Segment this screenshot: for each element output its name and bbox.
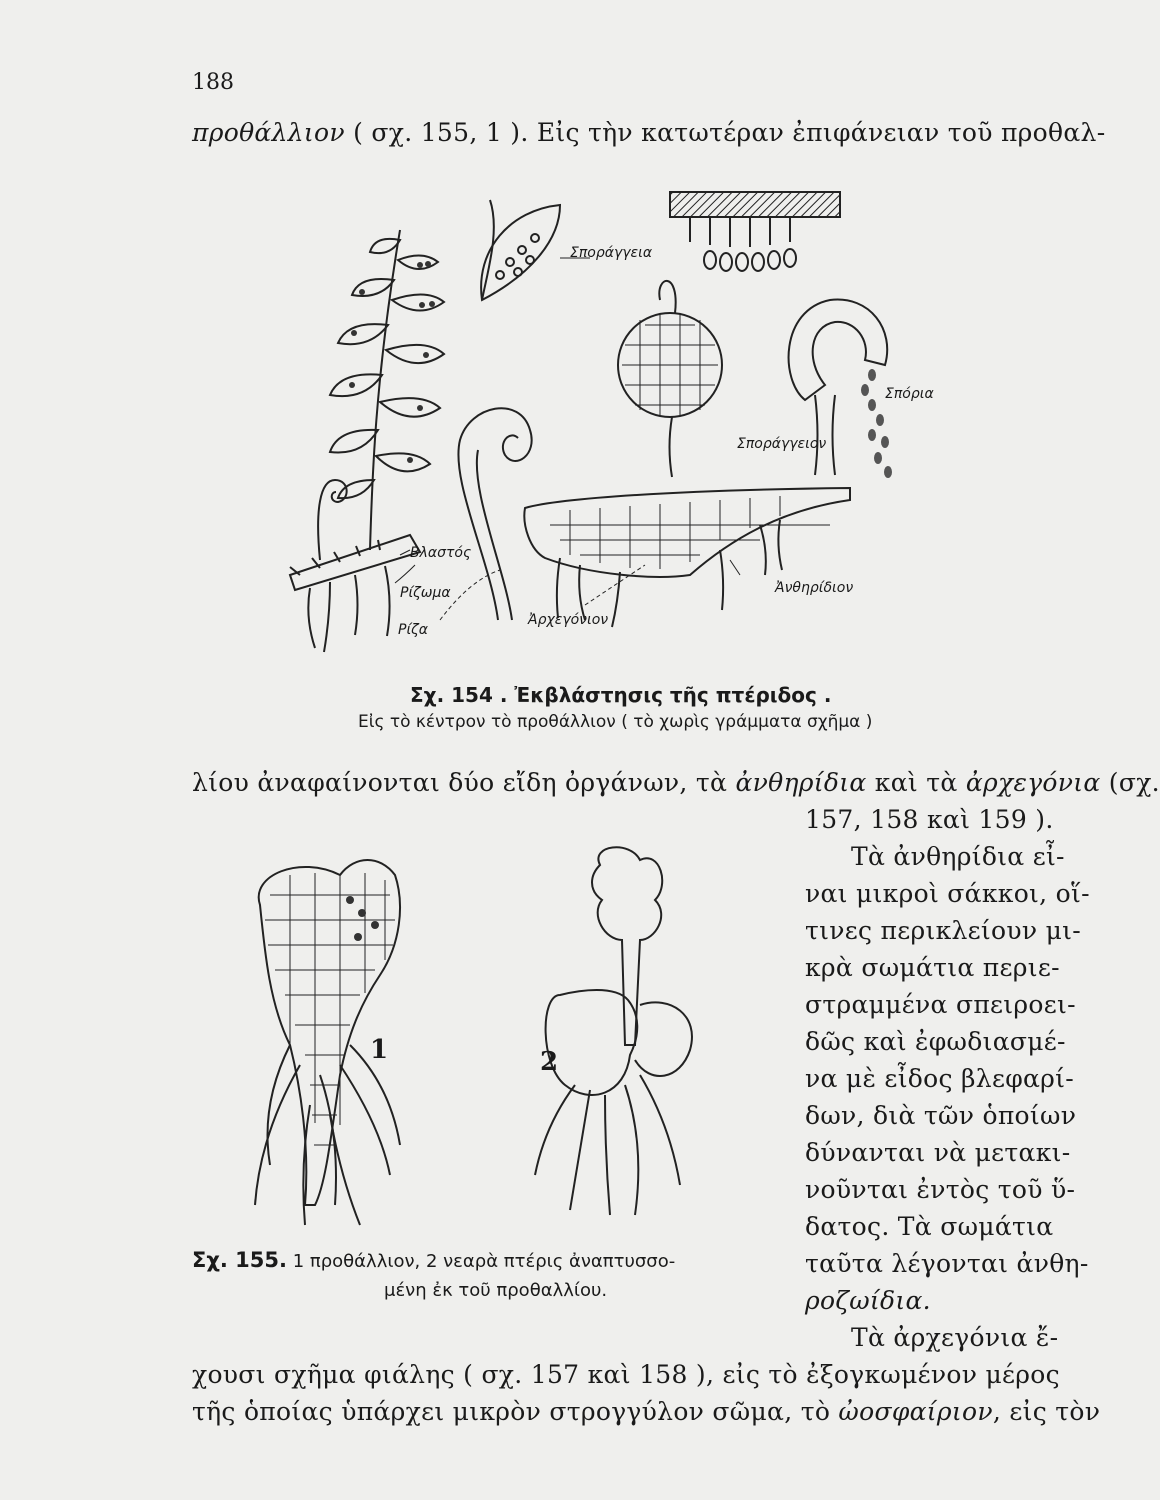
text-run: ( σχ. 155, 1 ). Εἰς τὴν κατωτέραν ἐπιφάνειαν τοῦ προθαλ- <box>344 118 1106 147</box>
prothallium <box>524 488 850 577</box>
italic-term-antheridia: ἀνθηρίδια <box>735 768 867 797</box>
text-run: , εἰς τὸν <box>992 1397 1101 1426</box>
sporangium-open <box>789 300 888 400</box>
figure-154-caption-title: Σχ. 154 . Ἐκβλάστησις τῆς πτέριδος . <box>410 683 832 707</box>
indusium-bar <box>670 192 840 217</box>
label-sporangeion: Σποράγγειον <box>737 436 827 452</box>
prothallium-cells <box>550 496 830 569</box>
body-text-line-top <box>192 118 1105 147</box>
label-vlastos: Βλαστός <box>410 545 472 561</box>
right-column-line: ταῦτα λέγονται ἀνθη- <box>805 1249 1089 1278</box>
rhizoids-2 <box>535 1075 680 1215</box>
figure-154-caption-sub: Εἰς τὸ κέντρον τὸ προθάλλιον ( τὸ χωρὶς γράμματα σχῆμα ) <box>358 712 873 732</box>
rhizoids <box>557 520 782 627</box>
prothallium-1 <box>259 860 400 1205</box>
italic-term-oosphere: ὠοσφαίριον <box>838 1397 993 1426</box>
right-column-line: δύνανται νὰ μετακι- <box>805 1138 1071 1167</box>
right-column-line: ναι μικροὶ σάκκοι, οἵ- <box>805 879 1090 908</box>
prothallium-1-cells <box>265 873 395 1145</box>
figure-155-caption-line2: μένη ἐκ τοῦ προθαλλίου. <box>384 1280 608 1301</box>
body-text-line-bottom2 <box>192 1397 1100 1426</box>
right-column-line: κρὰ σωμάτια περιε- <box>805 953 1060 982</box>
italic-term: προθάλλιον <box>192 118 345 147</box>
right-column-line: νοῦνται ἐντὸς τοῦ ὕ- <box>805 1175 1076 1204</box>
young-frond <box>592 847 662 1045</box>
right-column-line: δων, διὰ τῶν ὁποίων <box>805 1101 1077 1130</box>
rhizoids-1 <box>255 1045 400 1225</box>
text-run: 1 προθάλλιον, 2 νεαρὰ πτέρις ἀναπτυσσο- <box>287 1251 676 1272</box>
right-column-line: Τὰ ἀρχεγόνια ἔ- <box>851 1323 1059 1352</box>
right-column-line: στραμμένα σπειροει- <box>805 990 1076 1019</box>
text-run: τῆς ὁποίας ὑπάρχει μικρὸν στρογγύλον σῶμα, τὸ <box>192 1397 839 1426</box>
label-riza: Ρίζα <box>398 622 429 638</box>
fern-rachis <box>370 230 400 550</box>
text-run: (σχ. <box>1100 768 1160 797</box>
italic-term-archegonia: ἀρχεγόνια <box>965 768 1101 797</box>
page-number: 188 <box>192 70 234 95</box>
text-run: λίου ἀναφαίνονται δύο εἴδη ὀργάνων, τὰ <box>192 768 736 797</box>
figure-155-num1: 1 <box>370 1035 389 1065</box>
right-column-line: τινες περικλείουν μι- <box>805 916 1082 945</box>
right-column-line: να μὲ εἶδος βλεφαρί- <box>805 1064 1075 1093</box>
label-archegonion: Ἀρχεγόνιον <box>528 612 609 628</box>
figure-155-illustration <box>230 845 790 1265</box>
sporangia-row <box>690 217 796 271</box>
body-text-line-para1 <box>192 768 1160 797</box>
label-antheridion: Ἀνθηρίδιον <box>775 580 854 596</box>
text-run: καὶ τὰ <box>866 768 966 797</box>
right-column-line: δατος. Τὰ σωμάτια <box>805 1212 1054 1241</box>
body-text-line-bottom1: χουσι σχῆμα φιάλης ( σχ. 157 καὶ 158 ), εἰς τὸ ἐξογκωμένον μέρος <box>192 1360 1060 1389</box>
sporangium-cells <box>622 314 718 416</box>
roots <box>308 566 389 652</box>
figure-155-caption-label: Σχ. 155. <box>192 1248 287 1272</box>
figure-155-caption-line1 <box>192 1248 675 1272</box>
label-sporangeia: Σποράγγεια <box>570 245 653 261</box>
label-rizoma: Ρίζωμα <box>400 585 451 601</box>
prothallium-2-wing <box>635 1002 692 1076</box>
fern-leaflets <box>330 239 444 498</box>
body-text-line-para1b: 157, 158 καὶ 159 ). <box>805 805 1054 834</box>
right-column-line: ροζωίδια. <box>805 1286 931 1315</box>
figure-155-num2: 2 <box>540 1047 559 1077</box>
antheridia-dots <box>346 896 379 941</box>
fiddlehead-small <box>318 480 347 560</box>
right-column-line: Τὰ ἀνθηρίδια εἶ- <box>851 842 1065 871</box>
right-column-line: δῶς καὶ ἐφωδιασμέ- <box>805 1027 1066 1056</box>
label-spora: Σπόρια <box>885 386 934 402</box>
